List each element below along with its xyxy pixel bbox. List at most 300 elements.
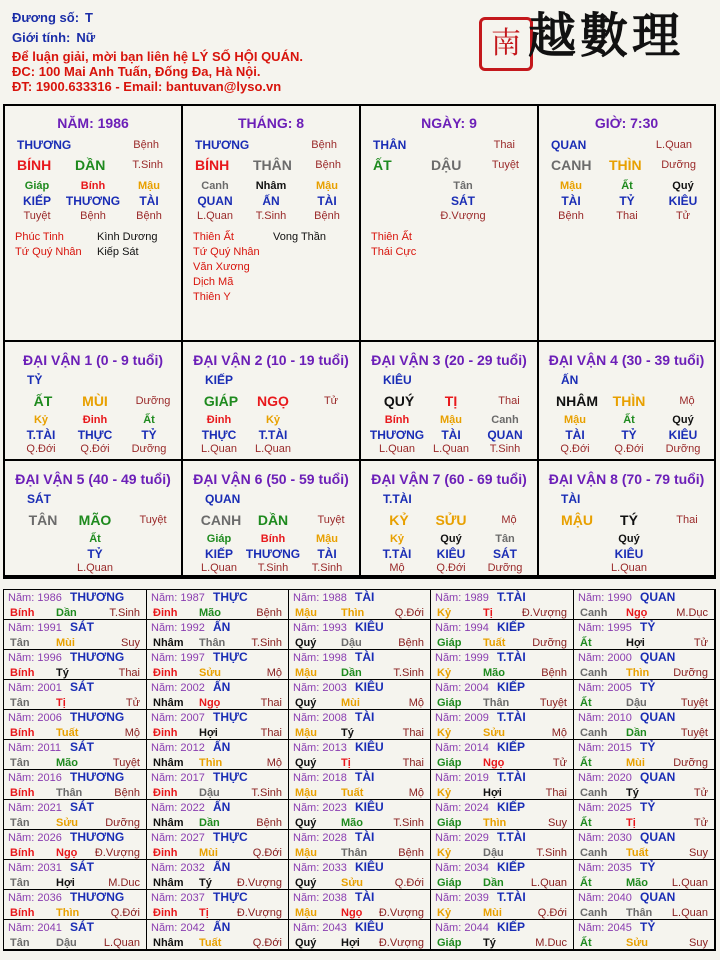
- hidden-state: Dưỡng: [487, 562, 523, 574]
- year-god: TÀI: [355, 830, 375, 844]
- year-label: Năm: 2007: [151, 712, 205, 724]
- year-chi: Tuất: [341, 787, 364, 799]
- year-label: Năm: 2013: [293, 742, 347, 754]
- year-cell: [574, 680, 715, 710]
- year-can: Bính: [10, 787, 35, 799]
- hidden-state: L.Quan: [200, 443, 238, 455]
- year-label: Năm: 2040: [578, 892, 632, 904]
- year-label: Năm: 2023: [293, 802, 347, 814]
- hidden-god: KIÊU: [668, 194, 698, 208]
- year-label: Năm: 2044: [435, 922, 489, 934]
- hidden-stem: Bính: [384, 414, 410, 426]
- year-cell: [289, 830, 431, 860]
- hidden-state: T.Sinh: [311, 562, 343, 574]
- year-state: Tuyệt: [680, 727, 708, 739]
- year-can: Giáp: [437, 637, 462, 649]
- year-god: KIẾP: [497, 740, 526, 754]
- year-can: Ất: [580, 637, 592, 649]
- year-label: Năm: 1987: [151, 592, 205, 604]
- year-god: TỶ: [640, 740, 656, 754]
- year-state: M.Duc: [108, 877, 140, 889]
- hidden-state: Tuyệt: [23, 210, 51, 222]
- year-state: L.Quan: [671, 907, 708, 919]
- header: [0, 0, 720, 104]
- year-state: Bệnh: [256, 817, 282, 829]
- year-chi: Dậu: [199, 787, 220, 799]
- year-state: Q.Đới: [252, 937, 282, 949]
- dai-van-cell: [361, 461, 539, 577]
- dai-van-can: KỶ: [389, 512, 409, 528]
- hidden-stem: Quý: [440, 533, 462, 545]
- year-can: Bính: [10, 607, 35, 619]
- year-chi: Sửu: [483, 727, 506, 739]
- year-god: SÁT: [70, 680, 94, 694]
- year-god: QUAN: [640, 770, 676, 784]
- year-state: Đ.Vượng: [521, 607, 567, 619]
- year-can: Giáp: [437, 937, 462, 949]
- contact-line-1: Để luận giải, mời bạn liên hệ LÝ SỐ HỘI QUÁN.: [12, 49, 303, 64]
- year-god: THỰC: [213, 650, 248, 664]
- hidden-state: Bệnh: [558, 210, 584, 222]
- hidden-stem: Bính: [260, 533, 286, 545]
- seal-stamp: 南: [479, 17, 533, 71]
- year-label: Năm: 2002: [151, 682, 205, 694]
- year-label: Năm: 2031: [8, 862, 62, 874]
- year-state: Mộ: [124, 727, 140, 739]
- contact-line-2: ĐC: 100 Mai Anh Tuấn, Đống Đa, Hà Nội.: [12, 64, 261, 79]
- year-can: Canh: [580, 847, 608, 859]
- year-cell: [4, 620, 147, 650]
- year-chi: Mùi: [199, 847, 218, 859]
- year-label: Năm: 2000: [578, 652, 632, 664]
- year-god: THƯƠNG: [70, 890, 125, 904]
- hidden-god: TÀI: [317, 194, 337, 208]
- year-can: Mậu: [295, 727, 317, 739]
- year-cell: [431, 770, 574, 800]
- hidden-stem: Canh: [491, 414, 519, 426]
- hidden-god: TÀI: [565, 428, 585, 442]
- year-chi: Thân: [626, 907, 653, 919]
- year-can: Quý: [295, 937, 317, 949]
- year-state: Tử: [693, 817, 708, 829]
- hidden-stem: Mậu: [564, 414, 586, 426]
- year-chi: Thìn: [341, 607, 365, 619]
- special-star: Văn Xương: [193, 261, 250, 273]
- year-label: Năm: 2027: [151, 832, 205, 844]
- year-state: T.Sinh: [536, 847, 567, 859]
- hidden-god: ẤN: [262, 194, 280, 208]
- year-label: Năm: 2045: [578, 922, 632, 934]
- year-cell: [147, 590, 289, 620]
- year-label: Năm: 1988: [293, 592, 347, 604]
- year-can: Quý: [295, 877, 317, 889]
- year-state: M.Duc: [535, 937, 567, 949]
- year-can: Canh: [580, 607, 608, 619]
- special-star: Dịch Mã: [193, 276, 234, 288]
- dai-van-title: ĐẠI VẬN 5 (40 - 49 tuổi): [15, 471, 171, 487]
- dai-van-cell: [5, 342, 183, 461]
- hidden-state: Thai: [616, 210, 638, 222]
- hidden-state: Bệnh: [136, 210, 162, 222]
- year-chi: Sửu: [199, 667, 222, 679]
- year-label: Năm: 2011: [8, 742, 61, 754]
- pillar-top-god: QUAN: [551, 138, 587, 152]
- year-state: Q.Đới: [252, 847, 282, 859]
- year-chi: Tý: [483, 937, 496, 949]
- year-god: TÀI: [355, 710, 375, 724]
- year-state: Mộ: [266, 757, 282, 769]
- hidden-state: L.Quan: [200, 562, 238, 574]
- year-cell: [431, 620, 574, 650]
- year-can: Canh: [580, 787, 608, 799]
- year-god: ẤN: [213, 800, 231, 814]
- hidden-god: QUAN: [487, 428, 523, 442]
- year-chi: Dậu: [341, 637, 362, 649]
- hidden-god: KIÊU: [668, 428, 698, 442]
- year-cell: [574, 830, 715, 860]
- year-chi: Hợi: [626, 637, 645, 649]
- hidden-god: TÀI: [441, 428, 461, 442]
- pillar-chi-state: Tuyệt: [491, 159, 519, 171]
- year-state: Dưỡng: [532, 637, 567, 649]
- hidden-god: SÁT: [493, 547, 517, 561]
- year-cell: [4, 890, 147, 920]
- year-state: Bệnh: [398, 637, 424, 649]
- pillar-can: ẤT: [373, 157, 392, 173]
- year-chi: Mão: [483, 667, 505, 679]
- year-can: Canh: [580, 667, 608, 679]
- hidden-state: L.Quan: [378, 443, 416, 455]
- dai-van-cell: [183, 461, 361, 577]
- year-god: T.TÀI: [497, 710, 526, 724]
- year-cell: [431, 890, 574, 920]
- year-chi: Thân: [341, 847, 368, 859]
- year-state: Suy: [689, 847, 708, 859]
- year-label: Năm: 2024: [435, 802, 489, 814]
- hidden-state: L.Quan: [610, 562, 648, 574]
- year-cell: [289, 710, 431, 740]
- hidden-stem: Mậu: [138, 180, 160, 192]
- year-label: Năm: 2006: [8, 712, 62, 724]
- year-god: QUAN: [640, 590, 676, 604]
- year-cell: [147, 680, 289, 710]
- dai-van-state: Mộ: [679, 395, 695, 407]
- year-can: Tân: [10, 877, 30, 889]
- dai-van-title: ĐẠI VẬN 7 (60 - 69 tuổi): [371, 471, 527, 487]
- hidden-stem: Ất: [623, 414, 635, 426]
- hidden-state: Q.Đới: [560, 443, 590, 455]
- year-can: Kỷ: [437, 847, 452, 859]
- year-label: Năm: 2003: [293, 682, 347, 694]
- hidden-god: THƯƠNG: [369, 428, 425, 442]
- dai-van-chi: MÙI: [82, 393, 108, 409]
- hidden-stem: Nhâm: [255, 180, 287, 192]
- year-cell: [574, 740, 715, 770]
- year-cell: [289, 860, 431, 890]
- year-cell: [289, 680, 431, 710]
- year-label: Năm: 1990: [578, 592, 632, 604]
- dai-van-title: ĐẠI VẬN 3 (20 - 29 tuổi): [371, 352, 527, 368]
- year-god: T.TÀI: [497, 830, 526, 844]
- year-state: T.Sinh: [393, 667, 424, 679]
- dai-van-state: Thai: [676, 514, 698, 526]
- brand-logo: 越數理: [528, 8, 685, 64]
- pillar-top-god: THÂN: [373, 138, 407, 152]
- year-label: Năm: 1998: [293, 652, 347, 664]
- year-state: Thai: [260, 727, 282, 739]
- hidden-god: KIÊU: [436, 547, 466, 561]
- dai-van-cell: [5, 461, 183, 577]
- pillar-can: CANH: [551, 157, 592, 173]
- pillar-cell: [183, 106, 361, 342]
- dai-van-cell: [183, 342, 361, 461]
- year-god: TỶ: [640, 680, 656, 694]
- year-can: Đinh: [153, 787, 178, 799]
- hidden-state: Dưỡng: [665, 443, 701, 455]
- hidden-stem: Mậu: [440, 414, 462, 426]
- year-god: KIẾP: [497, 680, 526, 694]
- year-cell: [431, 680, 574, 710]
- year-state: Mộ: [551, 727, 567, 739]
- year-god: THỰC: [213, 590, 248, 604]
- year-can: Tân: [10, 817, 30, 829]
- year-cell: [147, 800, 289, 830]
- hidden-stem: Quý: [672, 180, 694, 192]
- hidden-state: Mộ: [389, 562, 405, 574]
- dai-van-god: ẤN: [561, 373, 579, 387]
- year-god: THỰC: [213, 890, 248, 904]
- year-chi: Tị: [626, 817, 636, 829]
- dai-van-title: ĐẠI VẬN 6 (50 - 59 tuổi): [193, 471, 349, 487]
- hidden-god: THỰC: [201, 428, 237, 442]
- year-chi: Mão: [56, 757, 78, 769]
- year-chi: Tuất: [56, 727, 79, 739]
- year-god: TÀI: [355, 890, 375, 904]
- year-can: Nhâm: [153, 877, 184, 889]
- year-label: Năm: 1992: [151, 622, 205, 634]
- year-can: Nhâm: [153, 637, 184, 649]
- hidden-state: T.Sinh: [257, 562, 289, 574]
- year-chi: Sửu: [56, 817, 79, 829]
- year-can: Nhâm: [153, 817, 184, 829]
- year-can: Kỷ: [437, 607, 452, 619]
- pillar-top-state: Bệnh: [311, 139, 337, 151]
- dai-van-chi: SỬU: [435, 512, 467, 528]
- hidden-stem: Bính: [80, 180, 106, 192]
- year-can: Mậu: [295, 667, 317, 679]
- year-can: Giáp: [437, 757, 462, 769]
- year-cell: [4, 710, 147, 740]
- year-state: Q.Đới: [537, 907, 567, 919]
- hidden-state: Bệnh: [80, 210, 106, 222]
- special-star: Phúc Tinh: [15, 231, 64, 243]
- year-cell: [289, 590, 431, 620]
- pillar-cell: [5, 106, 183, 342]
- year-cell: [4, 830, 147, 860]
- special-star: Tứ Quý Nhân: [193, 246, 260, 258]
- year-label: Năm: 1994: [435, 622, 489, 634]
- year-cell: [147, 740, 289, 770]
- year-can: Mậu: [295, 607, 317, 619]
- year-chi: Thìn: [56, 907, 80, 919]
- year-label: Năm: 1995: [578, 622, 632, 634]
- special-star: Thiên Ất: [193, 231, 234, 243]
- year-cell: [431, 830, 574, 860]
- year-can: Canh: [580, 727, 608, 739]
- year-god: TỶ: [640, 620, 656, 634]
- year-state: Đ.Vượng: [378, 907, 424, 919]
- year-chi: Tuất: [483, 637, 506, 649]
- year-cell: [289, 740, 431, 770]
- chart-grid: [3, 104, 716, 579]
- year-chi: Tị: [341, 757, 351, 769]
- dai-van-can: QUÝ: [383, 393, 415, 409]
- hidden-god: T.TÀI: [258, 428, 288, 442]
- special-star: Kiếp Sát: [97, 246, 139, 258]
- year-cell: [431, 740, 574, 770]
- dai-van-god: KIẾP: [205, 373, 234, 387]
- gender-line: [12, 30, 95, 45]
- year-state: Tuyệt: [539, 697, 567, 709]
- year-chi: Ngọ: [341, 907, 363, 919]
- year-can: Đinh: [153, 667, 178, 679]
- dai-van-state: Tuyệt: [317, 514, 345, 526]
- year-label: Năm: 1996: [8, 652, 62, 664]
- year-cell: [4, 650, 147, 680]
- year-state: Tử: [552, 757, 567, 769]
- year-label: Năm: 2036: [8, 892, 62, 904]
- year-can: Quý: [295, 817, 317, 829]
- pillar-can: BÍNH: [195, 157, 230, 173]
- hidden-god: TÀI: [317, 547, 337, 561]
- year-label: Năm: 2012: [151, 742, 205, 754]
- year-god: KIÊU: [355, 620, 384, 634]
- year-chi: Dần: [199, 817, 220, 829]
- dai-van-chi: THÌN: [612, 393, 646, 409]
- year-chi: Ngọ: [483, 757, 505, 769]
- year-state: L.Quan: [671, 877, 708, 889]
- dai-van-can: CANH: [200, 512, 242, 528]
- year-label: Năm: 2030: [578, 832, 632, 844]
- year-god: KIÊU: [355, 740, 384, 754]
- year-can: Mậu: [295, 787, 317, 799]
- pillar-title: NĂM: 1986: [57, 115, 129, 131]
- year-chi: Tị: [56, 697, 66, 709]
- year-label: Năm: 2015: [578, 742, 632, 754]
- year-can: Giáp: [437, 697, 462, 709]
- hidden-state: L.Quan: [254, 443, 292, 455]
- year-god: ẤN: [213, 680, 231, 694]
- year-chi: Tý: [56, 667, 69, 679]
- year-state: Thai: [545, 787, 567, 799]
- hidden-state: Bệnh: [314, 210, 340, 222]
- year-cell: [4, 680, 147, 710]
- dai-van-state: Tuyệt: [139, 514, 167, 526]
- year-label: Năm: 2034: [435, 862, 489, 874]
- dai-van-god: SÁT: [27, 492, 51, 506]
- year-label: Năm: 2042: [151, 922, 205, 934]
- year-cell: [4, 920, 147, 950]
- year-god: ẤN: [213, 620, 231, 634]
- year-chi: Tý: [199, 877, 212, 889]
- year-god: QUAN: [640, 830, 676, 844]
- special-star: Thiên Y: [193, 291, 231, 303]
- year-label: Năm: 2025: [578, 802, 632, 814]
- year-can: Ất: [580, 697, 592, 709]
- hidden-state: Dưỡng: [131, 443, 167, 455]
- hidden-stem: Kỷ: [265, 414, 281, 426]
- owner-label: Đương số:: [12, 10, 80, 25]
- hidden-stem: Mậu: [316, 180, 338, 192]
- special-star: Thiên Ất: [371, 231, 412, 243]
- hidden-state: Đ.Vượng: [440, 210, 486, 222]
- year-can: Tân: [10, 637, 30, 649]
- year-label: Năm: 1986: [8, 592, 62, 604]
- dai-van-title: ĐẠI VẬN 1 (0 - 9 tuổi): [22, 352, 163, 368]
- year-chi: Dậu: [56, 937, 77, 949]
- year-state: Thai: [118, 667, 140, 679]
- hidden-stem: Ất: [143, 414, 155, 426]
- year-state: Đ.Vượng: [94, 847, 140, 859]
- year-state: L.Quan: [103, 937, 140, 949]
- year-cell: [147, 890, 289, 920]
- year-state: Q.Đới: [110, 907, 140, 919]
- pillar-chi: THÌN: [609, 157, 642, 173]
- pillar-top-state: Bệnh: [133, 139, 159, 151]
- year-state: L.Quan: [530, 877, 567, 889]
- pillar-title: NGÀY: 9: [421, 115, 477, 131]
- year-chi: Sửu: [626, 937, 649, 949]
- dai-van-state: Thai: [498, 395, 520, 407]
- year-chi: Ngọ: [56, 847, 78, 859]
- year-state: T.Sinh: [251, 637, 282, 649]
- hidden-stem: Mậu: [316, 533, 338, 545]
- hidden-stem: Quý: [672, 414, 694, 426]
- year-cell: [431, 710, 574, 740]
- dai-van-can: TÂN: [28, 512, 58, 528]
- hidden-state: Q.Đới: [436, 562, 466, 574]
- contact-line-3: ĐT: 1900.633316 - Email: bantuvan@lyso.vn: [12, 79, 282, 94]
- year-god: KIÊU: [355, 920, 384, 934]
- year-cell: [431, 860, 574, 890]
- dai-van-god: TÀI: [561, 492, 581, 506]
- year-can: Đinh: [153, 907, 178, 919]
- dai-van-chi: NGỌ: [257, 393, 289, 409]
- year-can: Đinh: [153, 727, 178, 739]
- hidden-god: T.TÀI: [26, 428, 56, 442]
- year-god: TỶ: [640, 860, 656, 874]
- year-can: Bính: [10, 907, 35, 919]
- special-star: Kình Dương: [97, 231, 158, 243]
- year-state: Thai: [260, 697, 282, 709]
- year-cell: [289, 890, 431, 920]
- year-god: SÁT: [70, 920, 94, 934]
- year-chi: Mão: [199, 607, 221, 619]
- year-state: Dưỡng: [673, 667, 708, 679]
- year-state: Tuyệt: [680, 697, 708, 709]
- year-cell: [147, 830, 289, 860]
- year-state: Bệnh: [114, 787, 140, 799]
- hidden-god: KIÊU: [614, 547, 644, 561]
- year-cell: [289, 920, 431, 950]
- dai-van-cell: [539, 342, 716, 461]
- year-cell: [574, 800, 715, 830]
- year-chi: Hợi: [341, 937, 360, 949]
- year-label: Năm: 2037: [151, 892, 205, 904]
- year-cell: [4, 860, 147, 890]
- year-label: Năm: 2014: [435, 742, 489, 754]
- year-can: Ất: [580, 757, 592, 769]
